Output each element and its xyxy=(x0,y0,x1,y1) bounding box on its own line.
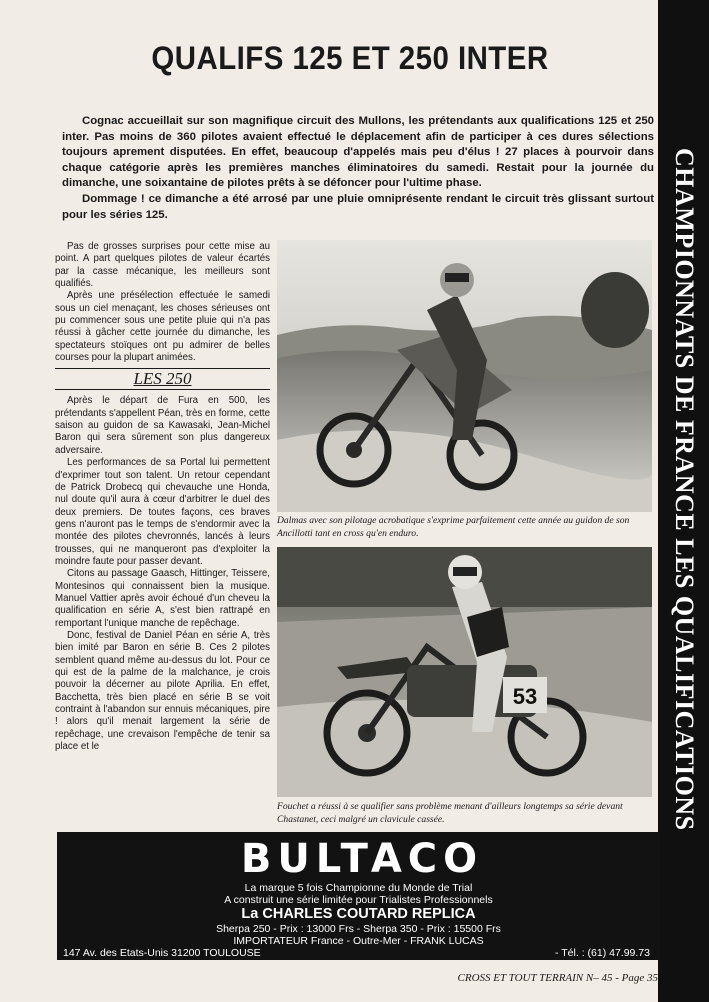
photo-caption: Dalmas avec son pilotage acrobatique s'exprime parfaitement cette année au guidon de son Ancillotti tant en cross qu'en enduro. xyxy=(277,515,630,539)
ad-prices: Sherpa 250 - Prix : 13000 Frs - Sherpa 350 - Prix : 15500 Frs xyxy=(216,923,501,935)
article-title: QUALIFS 125 ET 250 INTER xyxy=(151,40,549,76)
page-footer: CROSS ET TOUT TERRAIN N– 45 - Page 35 xyxy=(457,972,658,984)
body-paragraph: Après le départ de Fura en 500, les prétendants s'appellent Péan, très en forme, cette saison au guidon de sa Kawasaki, Jean-Michel Baron qui sera sûrement son plus dangereux adversaire. xyxy=(55,395,270,456)
section-heading: LES 250 xyxy=(55,368,270,390)
photo-rider-jump xyxy=(277,240,652,512)
bultaco-advertisement xyxy=(57,832,660,960)
bultaco-logo-text: BULTACO xyxy=(240,838,484,878)
ad-tagline: A construit une série limitée pour Trialistes Professionnels xyxy=(224,894,493,906)
photo-rider-53 xyxy=(277,547,652,797)
ad-tagline: La marque 5 fois Championne du Monde de Trial xyxy=(244,882,473,894)
ad-product-name: La CHARLES COUTARD REPLICA xyxy=(241,906,476,922)
ad-importer: IMPORTATEUR France - Outre-Mer - FRANK LUCAS xyxy=(233,935,484,947)
body-paragraph: Pas de grosses surprises pour cette mise au point. A part quelques pilotes de valeur écartés par la casse mécanique, les meilleurs sont qualifiés. xyxy=(55,241,270,290)
bultaco-logo xyxy=(202,838,522,878)
ad-telephone: - Tél. : (61) 47.99.73 xyxy=(555,947,650,959)
article-intro xyxy=(62,114,654,223)
photo-rider-jump-image xyxy=(277,240,652,512)
sidebar-title: CHAMPIONNATS DE FRANCE LES QUALIFICATIONS xyxy=(670,147,699,831)
intro-paragraph: Cognac accueillait sur son magnifique circuit des Mullons, les prétendants aux qualifications 125 et 250 inter. Pas moins de 360 pilotes avaient effectué le déplacement afin de participer à ces dures sélections toujours aprement disputées. En effet, beaucoup d'appelés mais peu d'élus ! 27 places à pourvoir dans chaque catégorie après les premières manches éliminatoires du samedi. Restait pour la journée du dimanche, une soixantaine de pilotes prêts à se défoncer pour l'ultime phase. xyxy=(62,115,654,190)
body-paragraph: Après une présélection effectuée le samedi sous un ciel menaçant, les choses sérieuses ont pu commencer sous une petite pluie qui n'a pas réussi à gâcher cette journée du dimanche, les spectateurs stoïques ont pu admirer de belles courses pour la plupart animées. xyxy=(55,290,270,364)
race-number: 53 xyxy=(512,684,538,709)
intro-paragraph: Dommage ! ce dimanche a été arrosé par une pluie omniprésente rendant le circuit très glissant surtout pour les séries 125. xyxy=(62,192,654,221)
photo-caption: Fouchet a réussi à se qualifier sans problème menant d'ailleurs longtemps sa série devant Chastanet, ceci malgré un clavicule cassée. xyxy=(277,801,623,825)
article-body-column xyxy=(55,241,270,753)
ad-address: 147 Av. des Etats-Unis 31200 TOULOUSE xyxy=(63,947,261,959)
body-paragraph: Les performances de sa Portal lui permettent d'exprimer tout son talent. Un retour cependant de Patrick Drobecq qui chevauche une Honda, nul doute qu'il aura à cœur d'arbitrer le duel des deux premiers. De toutes façons, ces braves gens n'auront pas le temps de s'endormir avec la montée des pilotes chevronnés, lancés à leurs trousses, qui ne manqueront pas d'exploiter la moindre faute pour passer devant. xyxy=(55,457,270,567)
photo-rider-53-image xyxy=(277,547,652,797)
body-paragraph: Citons au passage Gaasch, Hittinger, Teissere, Montesinos qui connaissent bien la musique. Manuel Vattier après avoir échoué d'un cheveu la qualification en série A, s'est bien rattrapé en remportant l'unique manche de repêchage. xyxy=(55,568,270,629)
body-paragraph: Donc, festival de Daniel Péan en série A, très bien imité par Baron en série B. Ces 2 pilotes semblent quand même au-dessus du lot. Pour ce qui est de la palme de la malchance, je crois pouvoir la décerner au pilote Aprilia. En effet, Bacchetta, très bien placé en série B se voit contraint à l'abandon sur ennuis mécaniques, pire ! alors qu'il menait largement la série de repêchage, une crevaison l'empêche de tenir sa place et le xyxy=(55,629,270,753)
